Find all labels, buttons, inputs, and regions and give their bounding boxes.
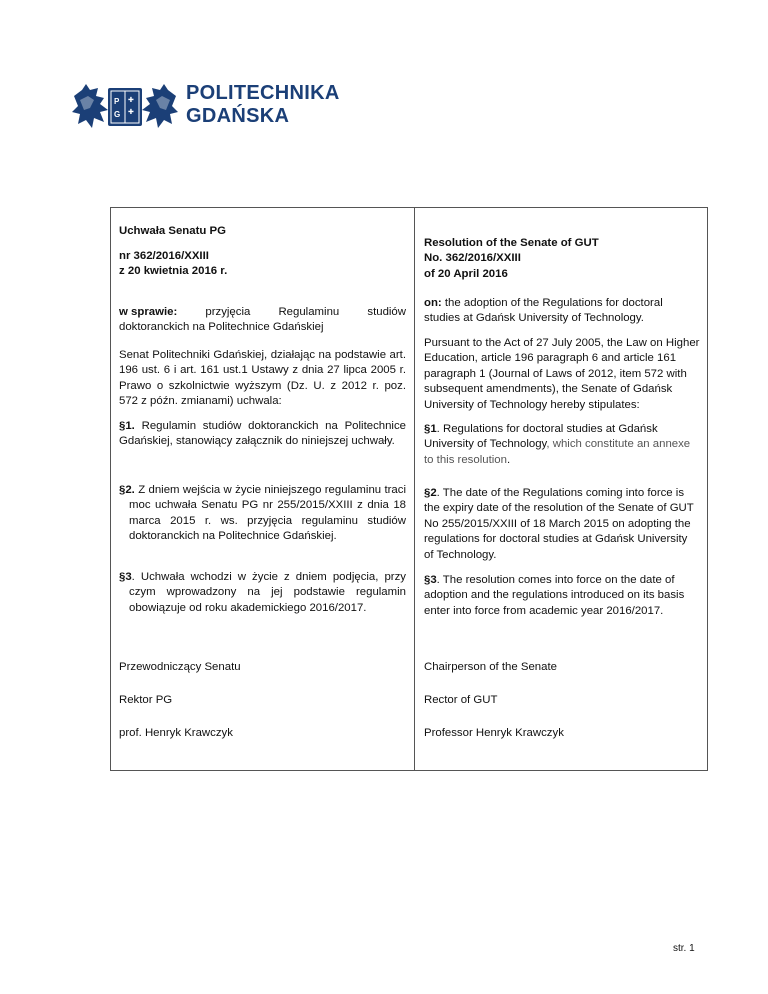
logo-wordmark	[186, 82, 340, 128]
pl-subject	[119, 305, 406, 336]
pl-number: nr 362/2016/XXIII	[119, 250, 209, 262]
pl-subject-word-3: studiów	[367, 306, 406, 318]
english-column	[424, 208, 700, 770]
pl-preamble: Senat Politechniki Gdańskiej, działając na podstawie art. 196 ust. 6 i art. 161 ust.1 Ustawy z dnia 27 lipca 2005 r. Prawo o szkolnictwie wyższym (Dz. U. z 2012 r. poz. 572 z późn. zmianami) uchwala:	[119, 349, 406, 408]
svg-text:P: P	[114, 97, 120, 106]
en-paragraph-3	[424, 573, 700, 619]
en-p2-text: . The date of the Regulations coming into force is the expiry date of the resolution of the Senate of GUT No 255/2015/XXIII of 18 March 2015 on adopting the regulations for doctoral studies at Gdańsk University of Technology.	[424, 487, 694, 561]
en-paragraph-1	[424, 422, 700, 468]
pl-paragraph-2	[119, 483, 406, 545]
logo-line-2: GDAŃSKA	[186, 105, 290, 127]
university-logo	[70, 78, 340, 136]
en-p3-label: §3	[424, 574, 437, 586]
griffins-crest-icon	[70, 82, 180, 132]
en-p1-text: . Regulations for doctoral studies at Gdańsk University of Technology	[424, 423, 658, 451]
en-title: Resolution of the Senate of GUT	[424, 237, 599, 249]
pl-paragraph-1	[119, 419, 406, 450]
svg-text:✚: ✚	[128, 96, 134, 104]
pl-date: z 20 kwietnia 2016 r.	[119, 265, 228, 278]
en-subject-label: on:	[424, 297, 442, 309]
en-p1-end: .	[506, 453, 511, 466]
pl-p1-label: §1.	[119, 420, 135, 432]
en-preamble: Pursuant to the Act of 27 July 2005, the Law on Higher Education, article 196 paragraph 6 and article 161 paragraph 1 (Journal of Laws of 2012, item 572 with subsequent amendments), the Senate of Gdańsk University of Technology hereby stipulates:	[424, 337, 700, 411]
pl-p3-label: §3	[119, 571, 132, 583]
pl-paragraph-3	[119, 570, 406, 616]
en-subject	[424, 296, 700, 327]
svg-text:✚: ✚	[128, 108, 134, 116]
svg-text:G: G	[114, 110, 121, 119]
en-p1-annex-text: , which constitute an annexe to this resolution	[424, 438, 691, 466]
pl-p2-text: Z dniem wejścia w życie niniejszego regulaminu traci moc uchwała Senatu PG nr 255/2015/XXIII z dnia 18 marca 2015 r. ws. przyjęcia regulaminu studiów doktoranckich na Politechnice Gdańskiej.	[129, 484, 406, 543]
pl-subject-word-2: Regulaminu	[278, 306, 340, 318]
polish-column	[119, 208, 406, 770]
en-p3-text: . The resolution comes into force on the date of adoption and the regulations introduced on its basis enter into force from academic year 2016/2017.	[424, 574, 685, 617]
en-signatory-name: Professor Henryk Krawczyk	[424, 727, 564, 739]
en-chairperson: Chairperson of the Senate	[424, 661, 557, 673]
resolution-table	[110, 207, 708, 771]
en-number: No. 362/2016/XXIII	[424, 252, 521, 265]
column-divider	[414, 208, 415, 770]
pl-p2-label: §2.	[119, 484, 135, 496]
pl-rector: Rektor PG	[119, 694, 173, 706]
pl-subject-label: w sprawie:	[119, 306, 178, 318]
en-subject-text: the adoption of the Regulations for doctoral studies at Gdańsk University of Technology.	[424, 297, 663, 325]
pl-subject-line-1	[119, 305, 406, 320]
pl-subject-word-1: przyjęcia	[205, 306, 251, 318]
en-rector: Rector of GUT	[424, 694, 498, 706]
en-p2-label: §2	[424, 487, 437, 499]
en-p1-label: §1	[424, 423, 437, 435]
en-heading	[424, 236, 700, 282]
en-date: of 20 April 2016	[424, 267, 508, 280]
en-paragraph-2	[424, 486, 700, 563]
pl-title: Uchwała Senatu PG	[119, 225, 226, 237]
pl-p1-text: Regulamin studiów doktoranckich na Politechnice Gdańskiej, stanowiący załącznik do niniejszej uchwały.	[119, 420, 406, 448]
pl-p3-text: . Uchwała wchodzi w życie z dniem podjęcia, przy czym wprowadzony na jej podstawie regulamin obowiązuje od roku akademickiego 2016/2017.	[129, 571, 406, 614]
pl-signatory-name: prof. Henryk Krawczyk	[119, 727, 233, 739]
logo-line-1: POLITECHNIKA	[186, 82, 340, 104]
pl-chairperson: Przewodniczący Senatu	[119, 661, 241, 673]
pl-number-date	[119, 249, 406, 280]
page-number: str. 1	[673, 943, 695, 954]
pl-subject-line-2: doktoranckich na Politechnice Gdańskiej	[119, 321, 324, 334]
